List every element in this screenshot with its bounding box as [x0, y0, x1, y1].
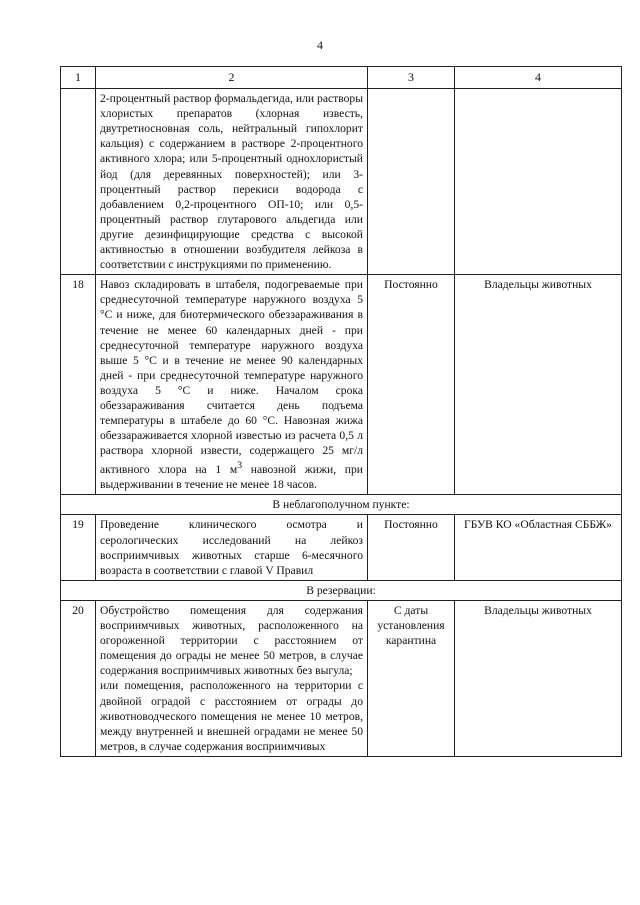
header-col-2: 2 — [96, 67, 368, 89]
section-row-reservation — [61, 580, 622, 600]
cell-measure-text — [96, 275, 368, 495]
cell-measure-text: Проведение клинического осмотра и серологических исследований на лейкоз восприимчивых животных старше 6-месячного возраста в соответствии с главой V Правил — [96, 515, 368, 580]
cell-measure-text: 2-процентный раствор формальдегида, или растворы хлористых препаратов (хлорная известь, двутретиосновная соль, нейтральный гипохлорит кальция) с содержанием в растворе 2-процентного активного хлора; или 5-процентный однохлористый йод (для деревянных поверхностей); или 3-процентный раствор перекиси водорода с добавлением 0,2-процентного ОП-10; или 0,5-процентный раствор глутарового альдегида или другие дезинфицирующие средства с высокой активностью в отношении возбудителя лейкоза в соответствии с инструкциями по применению. — [96, 89, 368, 275]
cell-term: Постоянно — [368, 515, 455, 580]
table-row-19 — [61, 515, 622, 580]
section-row-unfavorable-point — [61, 495, 622, 515]
superscript-cubic: 3 — [237, 460, 243, 472]
cell-term — [368, 89, 455, 275]
cell-num — [61, 89, 96, 275]
cell-num: 18 — [61, 275, 96, 495]
table-row-18 — [61, 275, 622, 495]
cell-term: Постоянно — [368, 275, 455, 495]
cell-responsible: Владельцы животных — [455, 600, 622, 756]
header-col-3: 3 — [368, 67, 455, 89]
measures-table — [60, 66, 622, 757]
table-row-20 — [61, 600, 622, 756]
cell-measure-text — [96, 600, 368, 756]
cell-num: 20 — [61, 600, 96, 756]
header-col-1: 1 — [61, 67, 96, 89]
cell-num: 19 — [61, 515, 96, 580]
measure-text-tail: навозной жижи, при выдерживании в течение не менее 18 часов. — [100, 463, 363, 492]
section-heading: В неблагополучном пункте: — [61, 495, 622, 515]
page-number: 4 — [317, 38, 323, 52]
measure-text-part-b: или помещения, расположенного на территории с двойной оградой с расстоянием от ограды до животноводческого помещения не менее 10 метров, между внутренней и внешней оградами не менее 50 метров, в случае содержания восприимчивых — [100, 679, 363, 753]
table-row-continuation — [61, 89, 622, 275]
measure-text-part-a: Обустройство помещения для содержания восприимчивых животных, расположенного на огороженной территории с расстоянием от помещения до ограды не менее 50 метров, в случае содержания восприимчивых животных без выгула; — [100, 603, 363, 678]
measure-text-main: Навоз складировать в штабеля, подогреваемые при среднесуточной температуре наружного воздуха 5 °С и ниже, для биотермического обеззараживания в течение не менее 60 календарных дней - при среднесуточной температуре наружного воздуха выше 5 °С и в течение не менее 90 календарных дней - при среднесуточной температуре наружного воздуха 5 °С и ниже. Началом срока обеззараживания считается день подъема температуры в штабеле до 60 °С. Навозная жижа обеззараживается хлорной известью из расчета 0,5 л раствора хлорной извести, содержащего 25 мг/л активного хлора на 1 м — [100, 278, 363, 477]
header-col-4: 4 — [455, 67, 622, 89]
cell-term: С даты установления карантина — [368, 600, 455, 756]
cell-responsible: ГБУВ КО «Областная СББЖ» — [455, 515, 622, 580]
cell-responsible — [455, 89, 622, 275]
table-header-row — [61, 67, 622, 89]
cell-responsible: Владельцы животных — [455, 275, 622, 495]
section-heading: В резервации: — [61, 580, 622, 600]
